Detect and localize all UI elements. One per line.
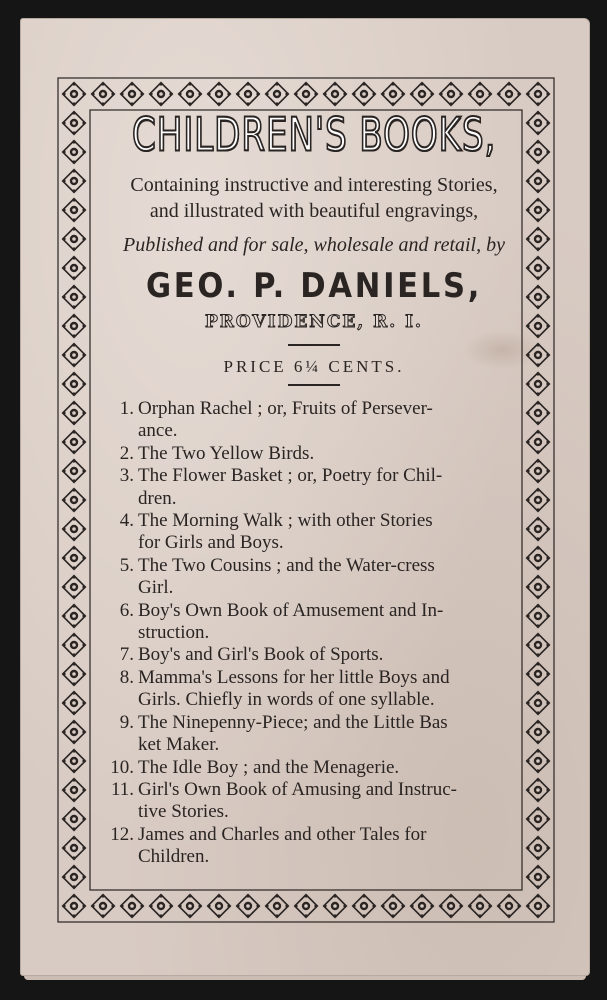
border-ornament — [381, 82, 404, 105]
border-ornament — [207, 894, 230, 917]
border-ornament — [439, 82, 462, 105]
border-ornament — [120, 82, 143, 105]
border-ornament — [62, 314, 85, 337]
border-ornament — [207, 82, 230, 105]
book-title-line-1: The Flower Basket ; or, Poetry for Chil- — [138, 465, 443, 487]
book-number: 12. — [110, 823, 134, 845]
border-ornament — [265, 82, 288, 105]
book-title-line-1: Mamma's Lessons for her little Boys and — [138, 666, 450, 688]
border-ornament — [265, 894, 288, 917]
border-ornament — [236, 82, 259, 105]
border-ornament — [62, 633, 85, 656]
border-ornament — [323, 894, 346, 917]
border-ornament — [62, 546, 85, 569]
book-list-item — [96, 712, 532, 757]
border-ornament — [381, 894, 404, 917]
book-title-line-1: Orphan Rachel ; or, Fruits of Persever- — [138, 398, 433, 419]
book-title-line-1: Boy's and Girl's Book of Sports. — [138, 644, 384, 666]
border-ornament — [62, 343, 85, 366]
border-ornament — [120, 894, 143, 917]
title: CHILDREN'S BOOKS, — [131, 108, 497, 163]
border-ornament — [178, 894, 201, 917]
border-ornament — [62, 111, 85, 134]
book-number: 1. — [119, 398, 134, 419]
book-list-item — [96, 757, 532, 779]
border-ornament — [62, 517, 85, 540]
border-ornament — [497, 894, 520, 917]
border-ornament — [468, 894, 491, 917]
book-title-line-2: tive Stories. — [138, 801, 229, 823]
border-ornament — [236, 894, 259, 917]
border-ornament — [62, 778, 85, 801]
book-list-item — [96, 465, 532, 510]
border-ornament — [62, 198, 85, 221]
publisher-city: PROVIDENCE, R. I. — [205, 312, 423, 332]
border-ornament — [62, 894, 85, 917]
book-title-line-1: The Two Cousins ; and the Water-cress — [138, 554, 435, 576]
border-ornament — [410, 894, 433, 917]
border-ornament — [91, 894, 114, 917]
border-ornament — [526, 82, 549, 105]
border-ornament — [468, 82, 491, 105]
border-ornament — [410, 82, 433, 105]
book-list-item — [96, 824, 532, 869]
border-ornament — [62, 227, 85, 250]
border-ornament — [62, 488, 85, 511]
border-ornament — [62, 285, 85, 308]
border-ornament — [526, 865, 549, 888]
border-ornament — [62, 749, 85, 772]
border-ornament — [62, 662, 85, 685]
border-ornament — [62, 807, 85, 830]
border-ornament — [62, 836, 85, 859]
border-ornament — [62, 604, 85, 627]
border-ornament — [323, 82, 346, 105]
book-list-item — [96, 779, 532, 824]
book-title-line-2: dren. — [138, 487, 177, 509]
book-title-line-1: The Idle Boy ; and the Menagerie. — [138, 756, 400, 778]
border-ornament — [62, 865, 85, 888]
border-ornament — [62, 720, 85, 743]
border-bottom — [62, 894, 549, 917]
border-ornament — [91, 82, 114, 105]
book-number: 5. — [119, 554, 134, 576]
book-title-line-2: ance. — [138, 420, 178, 442]
border-ornament — [62, 82, 85, 105]
border-ornament — [62, 169, 85, 192]
cover-content — [96, 110, 532, 869]
border-ornament — [526, 894, 549, 917]
publisher-name: GEO. P. DANIELS, — [145, 266, 483, 306]
border-ornament — [294, 82, 317, 105]
book-number: 7. — [119, 644, 134, 666]
book-number: 10. — [110, 756, 134, 778]
border-ornament — [62, 256, 85, 279]
book-title-line-1: The Morning Walk ; with other Stories — [138, 510, 433, 532]
border-ornament — [62, 430, 85, 453]
border-ornament — [178, 82, 201, 105]
book-number: 9. — [119, 711, 134, 733]
divider-rule — [288, 344, 340, 346]
border-top — [62, 82, 549, 105]
book-number: 6. — [119, 599, 134, 621]
price: PRICE 6¼ CENTS. — [223, 357, 405, 376]
book-title-line-2: for Girls and Boys. — [138, 532, 284, 554]
border-ornament — [439, 894, 462, 917]
border-ornament — [62, 372, 85, 395]
book-list-item — [96, 443, 532, 465]
book-title-line-1: The Ninepenny-Piece; and the Little Bas — [138, 711, 448, 733]
book-title-line-1: Girl's Own Book of Amusing and Instruc- — [138, 778, 458, 800]
book-number: 4. — [119, 510, 134, 532]
book-number: 2. — [119, 442, 134, 464]
border-ornament — [352, 894, 375, 917]
border-ornament — [62, 459, 85, 482]
book-list — [96, 398, 532, 869]
published-line: Published and for sale, wholesale and retail, by — [122, 234, 505, 256]
border-ornament — [62, 575, 85, 598]
book-number: 8. — [119, 666, 134, 688]
book-list-item — [96, 555, 532, 600]
subtitle — [96, 172, 532, 224]
border-ornament — [62, 401, 85, 424]
book-title-line-2: struction. — [138, 622, 210, 644]
border-ornament — [149, 82, 172, 105]
subtitle-line-1: Containing instructive and interesting Stories, — [130, 174, 498, 196]
book-list-item — [96, 510, 532, 555]
border-ornament — [62, 140, 85, 163]
border-ornament — [352, 82, 375, 105]
book-title-line-2: Children. — [138, 846, 210, 868]
book-list-item — [96, 398, 532, 443]
book-title-line-1: The Two Yellow Birds. — [138, 442, 315, 464]
book-title-line-2: Girl. — [138, 577, 174, 599]
divider-rule-2 — [288, 384, 340, 386]
book-title-line-2: Girls. Chiefly in words of one syllable. — [138, 689, 435, 711]
book-number: 3. — [119, 465, 134, 487]
book-list-item — [96, 600, 532, 645]
book-title-line-2: ket Maker. — [138, 734, 220, 756]
book-list-item — [96, 667, 532, 712]
subtitle-line-2: and illustrated with beautiful engravings, — [149, 200, 479, 222]
book-title-line-1: James and Charles and other Tales for — [138, 823, 427, 845]
border-ornament — [149, 894, 172, 917]
border-ornament — [294, 894, 317, 917]
book-number: 11. — [110, 778, 134, 800]
border-ornament — [497, 82, 520, 105]
border-left — [62, 111, 85, 888]
border-ornament — [62, 691, 85, 714]
book-list-item — [96, 644, 532, 666]
book-title-line-1: Boy's Own Book of Amusement and In- — [138, 599, 444, 621]
